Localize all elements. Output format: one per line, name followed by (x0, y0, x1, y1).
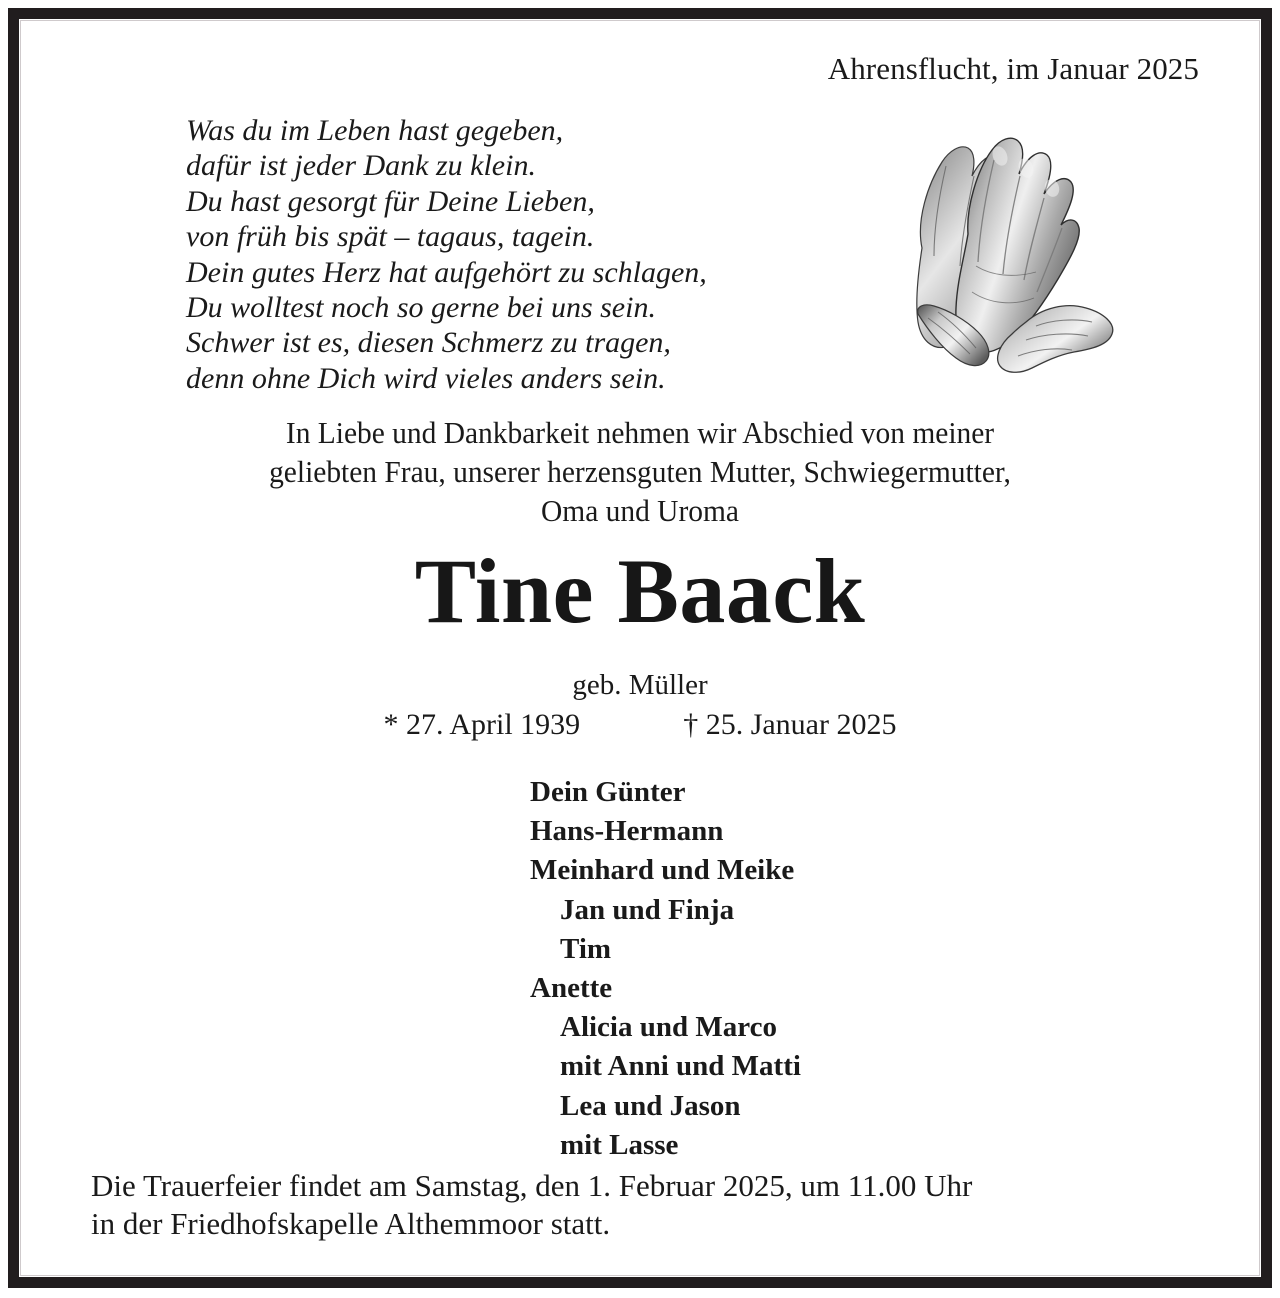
poem-line: Schwer ist es, diesen Schmerz zu tragen, (186, 326, 671, 360)
list-item: Hans-Hermann (530, 815, 724, 848)
death-date: † 25. Januar 2025 (683, 708, 897, 741)
poem-line: Was du im Leben hast gegeben, (186, 114, 564, 147)
birth-date: * 27. April 1939 (383, 708, 581, 741)
list-item: Alicia und Marco (560, 1011, 777, 1044)
poem-line: Dein gutes Herz hat aufgehört zu schlagen, (186, 255, 707, 289)
memorial-poem (186, 113, 707, 396)
dedication-line: Oma und Uroma (541, 493, 739, 528)
deceased-name: Tine Baack (414, 540, 866, 642)
poem-line: von früh bis spät – tagaus, tagein. (186, 220, 595, 254)
dedication-text (21, 413, 1259, 530)
dedication-line: In Liebe und Dankbarkeit nehmen wir Abschied von meiner (285, 415, 995, 450)
list-item: Anette (530, 972, 613, 1005)
life-dates (21, 708, 1259, 742)
notice-content (21, 21, 1259, 1275)
list-item: mit Lasse (560, 1128, 679, 1161)
funeral-line: in der Friedhofskapelle Althemmoor statt. (91, 1206, 611, 1241)
poem-line: dafür ist jeder Dank zu klein. (186, 149, 536, 183)
poem-line: Du wolltest noch so gerne bei uns sein. (186, 291, 656, 325)
poem-line: denn ohne Dich wird vieles anders sein. (186, 361, 666, 395)
dedication-line: geliebten Frau, unserer herzensguten Mutter, Schwiegermutter, (269, 454, 1011, 489)
survivors-list (530, 773, 801, 1165)
funeral-line: Die Trauerfeier findet am Samstag, den 1. Februar 2025, um 11.00 Uhr (91, 1168, 973, 1203)
poem-line: Du hast gesorgt für Deine Lieben, (186, 184, 595, 218)
list-item: Jan und Finja (560, 893, 735, 926)
list-item: Lea und Jason (560, 1089, 741, 1122)
list-item: Dein Günter (530, 776, 686, 808)
list-item: mit Anni und Matti (560, 1050, 801, 1083)
place-and-date-line: Ahrensflucht, im Januar 2025 (827, 51, 1199, 86)
funeral-service-info (91, 1167, 972, 1243)
maiden-name: geb. Müller (572, 669, 708, 701)
list-item: Meinhard und Meike (530, 854, 795, 887)
praying-hands-icon (876, 116, 1126, 391)
list-item: Tim (560, 932, 612, 965)
